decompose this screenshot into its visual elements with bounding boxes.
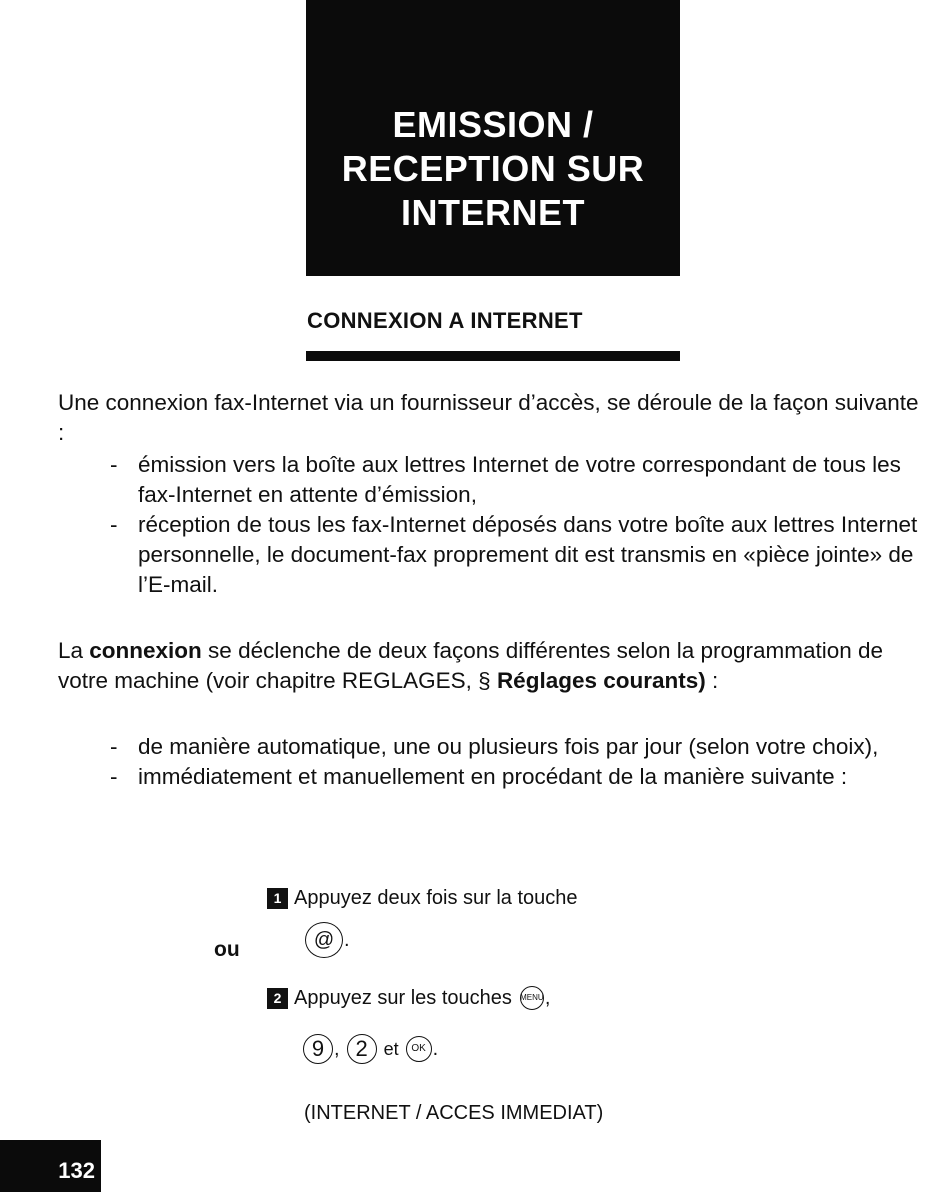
chapter-title-line-1: EMISSION / xyxy=(392,104,594,145)
key-sequence-line: 9 , 2 et OK . xyxy=(302,1034,438,1064)
step-2-text: Appuyez sur les touches xyxy=(294,987,512,1009)
chapter-title-line-3: INTERNET xyxy=(401,192,585,233)
list-item: - émission vers la boîte aux lettres Internet de votre correspondant de tous les fax-Internet en attente d’émission, xyxy=(110,452,901,507)
or-label: ou xyxy=(214,938,240,961)
section-underline-bar xyxy=(306,351,680,361)
step-1 xyxy=(267,884,578,912)
connexion-paragraph: La connexion se déclenche de deux façons différentes selon la programmation de votre machine (voir chapitre REGLAGES, § Réglages courants) : xyxy=(58,638,884,693)
connexion-list xyxy=(110,732,930,792)
chapter-title-line-2: RECEPTION SUR xyxy=(341,148,645,189)
list-item: - réception de tous les fax-Internet déposés dans votre boîte aux lettres Internet personnelle, le document-fax proprement dit est transmis en «pièce jointe» de l’E-mail. xyxy=(110,512,918,597)
chapter-title-block xyxy=(306,0,680,276)
list-item: - immédiatement et manuellement en procédant de la manière suivante : xyxy=(110,764,848,789)
step-2: 2 Appuyez sur les touches MENU , xyxy=(267,984,550,1012)
menu-key-icon: MENU xyxy=(520,986,544,1010)
list-item: - de manière automatique, une ou plusieurs fois par jour (selon votre choix), xyxy=(110,734,879,759)
key-9-icon: 9 xyxy=(303,1034,333,1064)
intro-paragraph: Une connexion fax-Internet via un fournisseur d’accès, se déroule de la façon suivante : xyxy=(58,390,919,445)
ok-key-icon: OK xyxy=(406,1036,432,1062)
key-2-icon: 2 xyxy=(347,1034,377,1064)
menu-path-note: (INTERNET / ACCES IMMEDIAT) xyxy=(304,1102,604,1124)
step-number-badge: 1 xyxy=(267,888,288,909)
intro-list xyxy=(110,450,930,600)
step-number-badge: 2 xyxy=(267,988,288,1009)
at-key-line: @ . xyxy=(304,922,350,958)
section-title: CONNEXION A INTERNET xyxy=(307,308,583,333)
at-key-icon: @ xyxy=(305,922,343,958)
page-number: 132 xyxy=(0,1140,101,1192)
step-1-text: Appuyez deux fois sur la touche xyxy=(294,887,578,909)
